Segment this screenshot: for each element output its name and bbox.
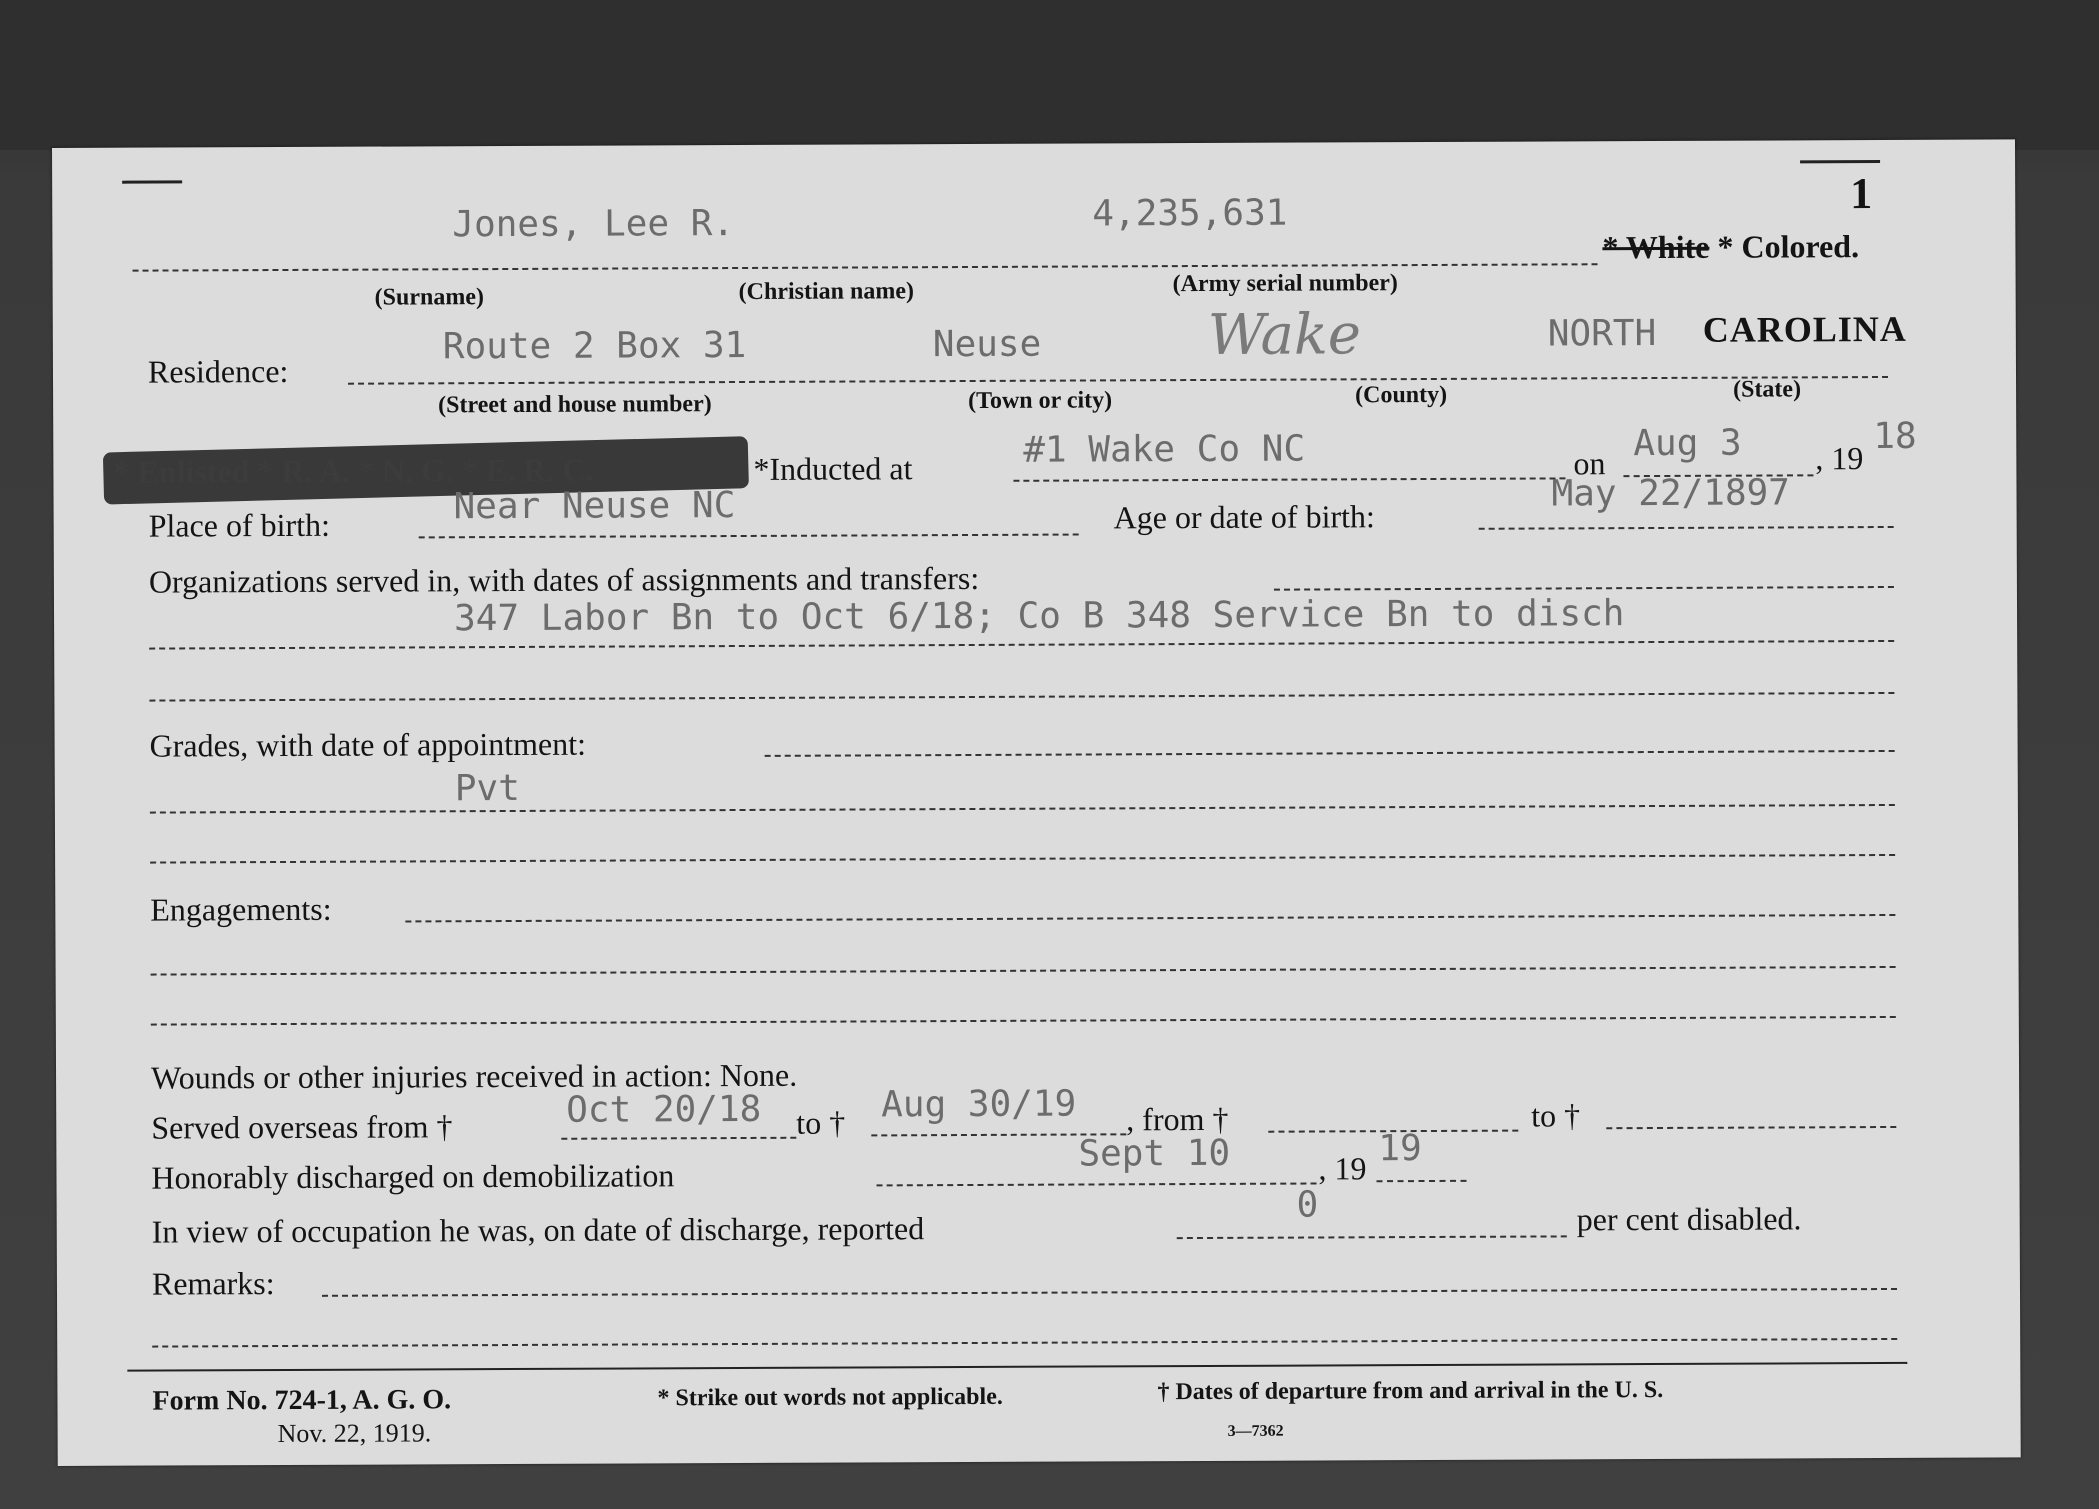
discharge-year-typed: 19 bbox=[1378, 1128, 1422, 1170]
inducted-line bbox=[1013, 477, 1565, 481]
footnote-dates: † Dates of departure from and arrival in the U. S. bbox=[1157, 1376, 1664, 1406]
label-christian: (Christian name) bbox=[738, 278, 915, 306]
discharge-date-typed: Sept 10 bbox=[1078, 1132, 1231, 1175]
inducted-typed: #1 Wake Co NC bbox=[1023, 428, 1306, 471]
grades-line-2 bbox=[150, 804, 1895, 814]
state-typed: NORTH bbox=[1547, 313, 1657, 355]
engagements-line-3 bbox=[151, 1016, 1896, 1026]
county-handwritten: Wake bbox=[1207, 302, 1362, 368]
overseas-from-typed: Oct 20/18 bbox=[566, 1088, 762, 1131]
race-white-struck: * White bbox=[1602, 228, 1710, 266]
from-label-2: , from † bbox=[1126, 1100, 1229, 1138]
footnote-strike: * Strike out words not applicable. bbox=[657, 1383, 1003, 1412]
page-number: 1 bbox=[1850, 169, 1873, 219]
induct-year-typed: 18 bbox=[1873, 415, 1917, 458]
backdrop bbox=[0, 0, 2099, 150]
enlisted-label: * Enlisted * R. A. * N. G. * E. R. C. bbox=[113, 451, 594, 490]
grades-label: Grades, with date of appointment: bbox=[149, 725, 587, 764]
engagements-line-2 bbox=[151, 966, 1896, 976]
org-line-3 bbox=[149, 692, 1894, 702]
disabled-typed: 0 bbox=[1296, 1184, 1319, 1226]
discharge-date-line bbox=[877, 1182, 1317, 1186]
town-typed: Neuse bbox=[932, 323, 1042, 366]
to-label: to † bbox=[796, 1104, 846, 1141]
grades-typed: Pvt bbox=[454, 767, 520, 810]
year-prefix: , 19 bbox=[1815, 440, 1864, 477]
on-label: on bbox=[1573, 445, 1606, 482]
serial-typed: 4,235,631 bbox=[1092, 192, 1288, 235]
discharge-label: Honorably discharged on demobilization bbox=[151, 1157, 675, 1196]
state-printed: CAROLINA bbox=[1702, 308, 1907, 350]
form-date: Nov. 22, 1919. bbox=[277, 1418, 432, 1449]
dob-line bbox=[1479, 526, 1894, 530]
age-label: Age or date of birth: bbox=[1113, 498, 1375, 536]
label-county: (County) bbox=[1355, 381, 1448, 409]
print-code: 3—7362 bbox=[1227, 1422, 1284, 1440]
remarks-line-1 bbox=[322, 1288, 1897, 1297]
birthplace-label: Place of birth: bbox=[148, 506, 331, 544]
org-line-1 bbox=[1274, 586, 1894, 591]
discharge-year-line bbox=[1377, 1180, 1467, 1182]
form-number: Form No. 724-1, A. G. O. bbox=[152, 1384, 452, 1417]
grades-line-3 bbox=[150, 854, 1895, 864]
remarks-label: Remarks: bbox=[151, 1265, 275, 1302]
grades-line-1 bbox=[765, 750, 1895, 757]
overseas-to-typed: Aug 30/19 bbox=[881, 1083, 1077, 1126]
top-right-rule bbox=[1800, 160, 1880, 163]
race-colored: * Colored. bbox=[1717, 228, 1860, 265]
street-typed: Route 2 Box 31 bbox=[442, 324, 747, 368]
inducted-label: *Inducted at bbox=[753, 450, 913, 487]
to-label-2: to † bbox=[1531, 1097, 1581, 1134]
service-record-card bbox=[52, 139, 2021, 1466]
dob-typed: May 22/1897 bbox=[1551, 472, 1791, 515]
remarks-line-2 bbox=[152, 1338, 1897, 1348]
overseas-label: Served overseas from † bbox=[151, 1108, 453, 1146]
label-surname: (Surname) bbox=[374, 284, 485, 311]
disabled-label: In view of occupation he was, on date of discharge, reported bbox=[151, 1210, 925, 1250]
race-field bbox=[1602, 228, 1859, 266]
org-label: Organizations served in, with dates of assignments and transfers: bbox=[148, 559, 980, 600]
disabled-suffix: per cent disabled. bbox=[1576, 1200, 1802, 1238]
residence-line bbox=[348, 376, 1888, 385]
label-serial: (Army serial number) bbox=[1172, 270, 1398, 298]
discharge-year-prefix: , 19 bbox=[1318, 1150, 1367, 1187]
to-line-2 bbox=[1606, 1126, 1896, 1129]
name-typed: Jones, Lee R. bbox=[452, 203, 735, 246]
wounds-text: Wounds or other injuries received in action: None. bbox=[150, 1056, 798, 1096]
engagements-line-1 bbox=[405, 914, 1895, 923]
label-street: (Street and house number) bbox=[438, 391, 712, 419]
label-town: (Town or city) bbox=[968, 387, 1113, 415]
induct-date-typed: Aug 3 bbox=[1633, 422, 1742, 465]
footer-rule bbox=[127, 1362, 1907, 1372]
top-left-rule bbox=[122, 180, 182, 183]
engagements-label: Engagements: bbox=[150, 890, 332, 928]
birthplace-line bbox=[419, 534, 1079, 539]
disabled-line bbox=[1177, 1235, 1567, 1239]
label-state: (State) bbox=[1733, 376, 1802, 403]
org-line-2 bbox=[149, 640, 1894, 650]
overseas-from-line bbox=[561, 1137, 796, 1140]
residence-label: Residence: bbox=[147, 352, 289, 390]
birthplace-typed: Near Neuse NC bbox=[453, 485, 736, 528]
org-typed: 347 Labor Bn to Oct 6/18; Co B 348 Service Bn to disch bbox=[453, 593, 1625, 640]
